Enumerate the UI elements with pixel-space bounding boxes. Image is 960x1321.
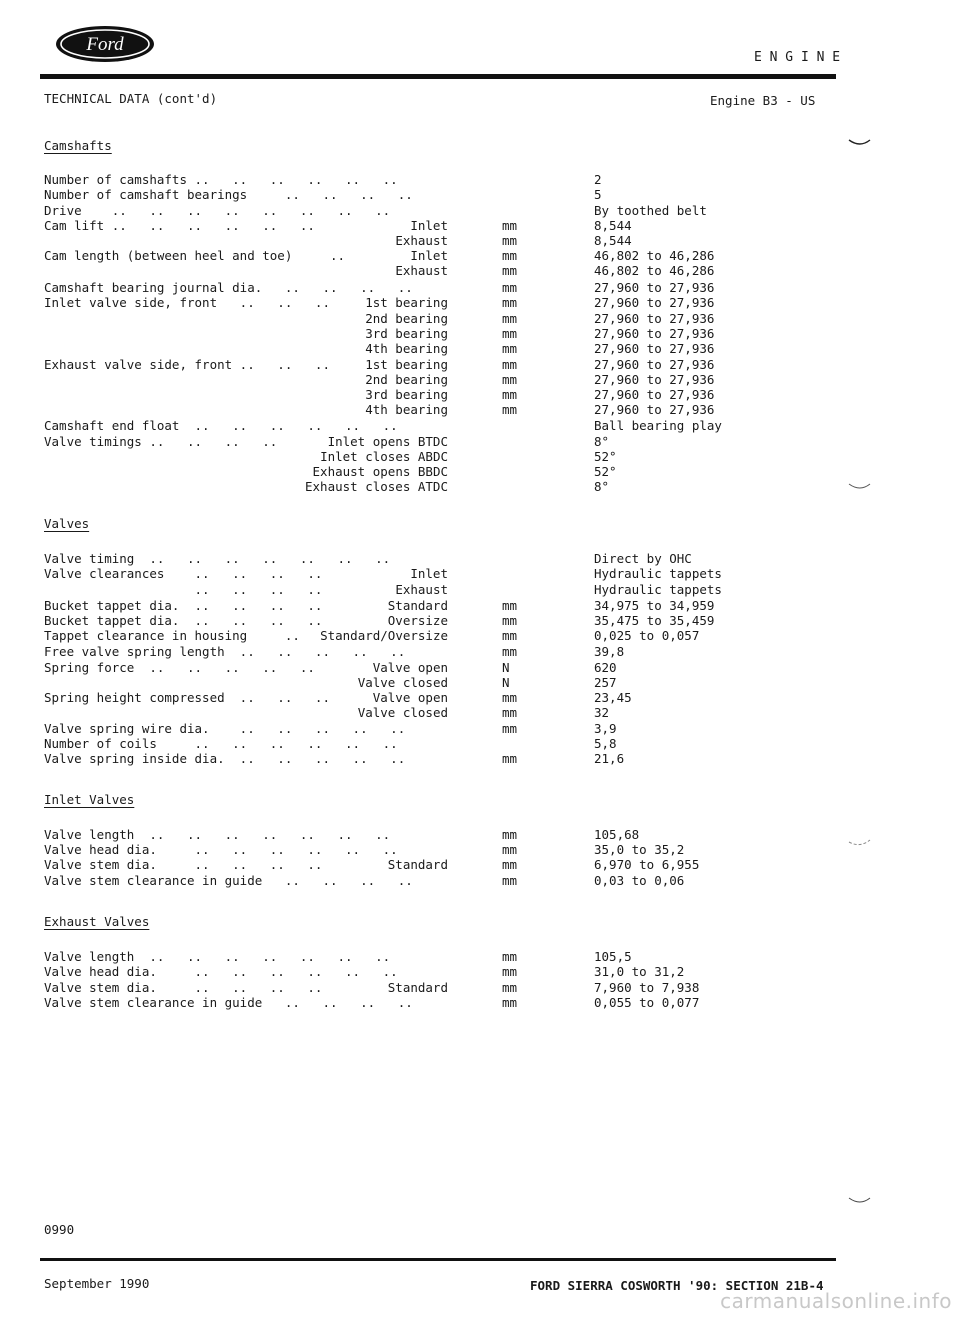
row-label: Camshaft end float .. .. .. .. .. .. — [44, 418, 398, 433]
row-sub: 1st bearing — [365, 357, 448, 372]
row-value: 32 — [594, 705, 610, 720]
row-unit: mm — [502, 995, 518, 1010]
row-label: Bucket tappet dia. .. .. .. .. — [44, 613, 323, 628]
row-sub: Oversize — [387, 613, 448, 628]
row-unit: mm — [502, 613, 518, 628]
row-label: Spring height compressed .. .. .. — [44, 690, 330, 705]
row-label: Valve timing .. .. .. .. .. .. .. — [44, 551, 391, 566]
row-label: Number of coils .. .. .. .. .. .. — [44, 736, 398, 751]
row-unit: mm — [502, 690, 518, 705]
row-unit: mm — [502, 341, 518, 356]
page-code: 0990 — [44, 1222, 75, 1237]
section-camshafts: Camshafts — [44, 138, 112, 153]
row-unit: mm — [502, 326, 518, 341]
row-label: Valve head dia. .. .. .. .. .. .. — [44, 964, 398, 979]
row-label: Valve spring wire dia. .. .. .. .. .. — [44, 721, 406, 736]
footer-rule — [40, 1258, 836, 1261]
row-value: 27,960 to 27,936 — [594, 357, 715, 372]
row-unit: mm — [502, 964, 518, 979]
row-sub: 2nd bearing — [365, 311, 448, 326]
row-unit: mm — [502, 842, 518, 857]
row-sub: Exhaust closes ATDC — [305, 479, 448, 494]
row-label: Number of camshafts .. .. .. .. .. .. — [44, 172, 398, 187]
row-unit: N — [502, 660, 510, 675]
row-value: 0,03 to 0,06 — [594, 873, 685, 888]
row-label: Bucket tappet dia. .. .. .. .. — [44, 598, 323, 613]
row-label: Number of camshaft bearings .. .. .. .. — [44, 187, 413, 202]
scan-mark — [848, 1196, 872, 1208]
row-unit: mm — [502, 218, 518, 233]
row-value: 5 — [594, 187, 602, 202]
row-unit: mm — [502, 980, 518, 995]
row-unit: mm — [502, 372, 518, 387]
row-sub: Valve closed — [357, 705, 448, 720]
row-value: 8,544 — [594, 233, 632, 248]
row-value: 8,544 — [594, 218, 632, 233]
row-label: Valve length .. .. .. .. .. .. .. — [44, 827, 391, 842]
row-value: 7,960 to 7,938 — [594, 980, 700, 995]
row-unit: mm — [502, 402, 518, 417]
row-sub: Exhaust — [395, 233, 448, 248]
row-unit: mm — [502, 295, 518, 310]
row-label: Valve stem dia. .. .. .. .. — [44, 980, 323, 995]
row-unit: mm — [502, 280, 518, 295]
row-label: Valve timings .. .. .. .. — [44, 434, 278, 449]
row-value: 5,8 — [594, 736, 617, 751]
row-sub: 4th bearing — [365, 402, 448, 417]
row-value: 27,960 to 27,936 — [594, 341, 715, 356]
row-value: 35,475 to 35,459 — [594, 613, 715, 628]
row-value: 52° — [594, 449, 617, 464]
row-sub: 4th bearing — [365, 341, 448, 356]
row-sub: Exhaust opens BBDC — [312, 464, 448, 479]
row-value: 39,8 — [594, 644, 625, 659]
row-unit: mm — [502, 263, 518, 278]
row-value: 34,975 to 34,959 — [594, 598, 715, 613]
row-sub: Exhaust — [395, 582, 448, 597]
engine-label: Engine B3 - US — [710, 93, 816, 108]
row-unit: mm — [502, 357, 518, 372]
ford-logo-text: Ford — [86, 34, 124, 55]
row-value: 21,6 — [594, 751, 625, 766]
row-unit: mm — [502, 598, 518, 613]
doc-subtitle: TECHNICAL DATA (cont'd) — [44, 91, 218, 106]
row-value: 8° — [594, 479, 610, 494]
row-sub: Inlet closes ABDC — [320, 449, 448, 464]
footer-doc-ref: FORD SIERRA COSWORTH '90: SECTION 21B-4 — [530, 1278, 824, 1293]
watermark: carmanualsonline.info — [720, 1289, 952, 1313]
row-label: Valve stem dia. .. .. .. .. — [44, 857, 323, 872]
row-sub: Inlet opens BTDC — [327, 434, 448, 449]
row-value: 6,970 to 6,955 — [594, 857, 700, 872]
header-rule — [40, 74, 836, 79]
section-valves: Valves — [44, 516, 90, 531]
row-sub: Standard/Oversize — [320, 628, 448, 643]
row-value: Hydraulic tappets — [594, 566, 722, 581]
row-value: 620 — [594, 660, 617, 675]
row-value: 23,45 — [594, 690, 632, 705]
row-label: Drive .. .. .. .. .. .. .. .. — [44, 203, 391, 218]
row-label: Cam length (between heel and toe) .. — [44, 248, 346, 263]
row-sub: Exhaust — [395, 263, 448, 278]
row-value: Direct by OHC — [594, 551, 692, 566]
row-label: Valve spring inside dia. .. .. .. .. .. — [44, 751, 406, 766]
row-label: Camshaft bearing journal dia. .. .. .. .. — [44, 280, 413, 295]
section-inlet-valves: Inlet Valves — [44, 792, 135, 807]
row-value: 27,960 to 27,936 — [594, 372, 715, 387]
row-unit: mm — [502, 628, 518, 643]
row-label: .. .. .. .. — [44, 582, 323, 597]
row-label: Exhaust valve side, front .. .. .. — [44, 357, 330, 372]
row-unit: mm — [502, 873, 518, 888]
scan-mark — [848, 138, 872, 150]
row-label: Valve length .. .. .. .. .. .. .. — [44, 949, 391, 964]
row-unit: mm — [502, 857, 518, 872]
row-value: 8° — [594, 434, 610, 449]
row-unit: mm — [502, 248, 518, 263]
row-value: 35,0 to 35,2 — [594, 842, 685, 857]
row-sub: Standard — [387, 857, 448, 872]
row-sub: 3rd bearing — [365, 387, 448, 402]
scan-mark — [848, 482, 872, 494]
row-value: 27,960 to 27,936 — [594, 295, 715, 310]
row-value: 105,68 — [594, 827, 640, 842]
row-sub: 2nd bearing — [365, 372, 448, 387]
footer-date: September 1990 — [44, 1276, 150, 1291]
row-value: Ball bearing play — [594, 418, 722, 433]
row-value: 3,9 — [594, 721, 617, 736]
row-sub: Inlet — [410, 218, 448, 233]
row-value: 27,960 to 27,936 — [594, 402, 715, 417]
row-label: Valve clearances .. .. .. .. — [44, 566, 323, 581]
row-value: 0,025 to 0,057 — [594, 628, 700, 643]
section-title: E N G I N E — [754, 50, 841, 65]
row-sub: Inlet — [410, 248, 448, 263]
row-unit: mm — [502, 387, 518, 402]
row-sub: Valve closed — [357, 675, 448, 690]
row-sub: 3rd bearing — [365, 326, 448, 341]
row-unit: mm — [502, 311, 518, 326]
row-value: By toothed belt — [594, 203, 707, 218]
row-value: 27,960 to 27,936 — [594, 326, 715, 341]
row-label: Inlet valve side, front .. .. .. — [44, 295, 330, 310]
row-label: Free valve spring length .. .. .. .. .. — [44, 644, 406, 659]
row-value: 257 — [594, 675, 617, 690]
row-sub: Standard — [387, 980, 448, 995]
row-label: Tappet clearance in housing .. — [44, 628, 300, 643]
row-sub: Inlet — [410, 566, 448, 581]
row-value: 2 — [594, 172, 602, 187]
row-unit: N — [502, 675, 510, 690]
row-unit: mm — [502, 827, 518, 842]
row-value: 27,960 to 27,936 — [594, 280, 715, 295]
row-label: Spring force .. .. .. .. .. — [44, 660, 315, 675]
row-value: 0,055 to 0,077 — [594, 995, 700, 1010]
row-value: 27,960 to 27,936 — [594, 311, 715, 326]
row-value: 27,960 to 27,936 — [594, 387, 715, 402]
row-label: Valve stem clearance in guide .. .. .. .. — [44, 873, 413, 888]
row-value: 52° — [594, 464, 617, 479]
row-value: 31,0 to 31,2 — [594, 964, 685, 979]
row-sub: Valve open — [372, 660, 448, 675]
row-unit: mm — [502, 949, 518, 964]
row-sub: Standard — [387, 598, 448, 613]
row-unit: mm — [502, 721, 518, 736]
row-unit: mm — [502, 644, 518, 659]
row-sub: Valve open — [372, 690, 448, 705]
row-value: 46,802 to 46,286 — [594, 263, 715, 278]
row-label: Valve stem clearance in guide .. .. .. .. — [44, 995, 413, 1010]
row-label: Valve head dia. .. .. .. .. .. .. — [44, 842, 398, 857]
row-unit: mm — [502, 233, 518, 248]
section-exhaust-valves: Exhaust Valves — [44, 914, 150, 929]
row-unit: mm — [502, 705, 518, 720]
ford-logo — [54, 24, 156, 64]
row-label: Cam lift .. .. .. .. .. .. — [44, 218, 315, 233]
row-sub: 1st bearing — [365, 295, 448, 310]
row-value: Hydraulic tappets — [594, 582, 722, 597]
row-unit: mm — [502, 751, 518, 766]
scan-mark — [848, 838, 872, 850]
row-value: 105,5 — [594, 949, 632, 964]
row-value: 46,802 to 46,286 — [594, 248, 715, 263]
